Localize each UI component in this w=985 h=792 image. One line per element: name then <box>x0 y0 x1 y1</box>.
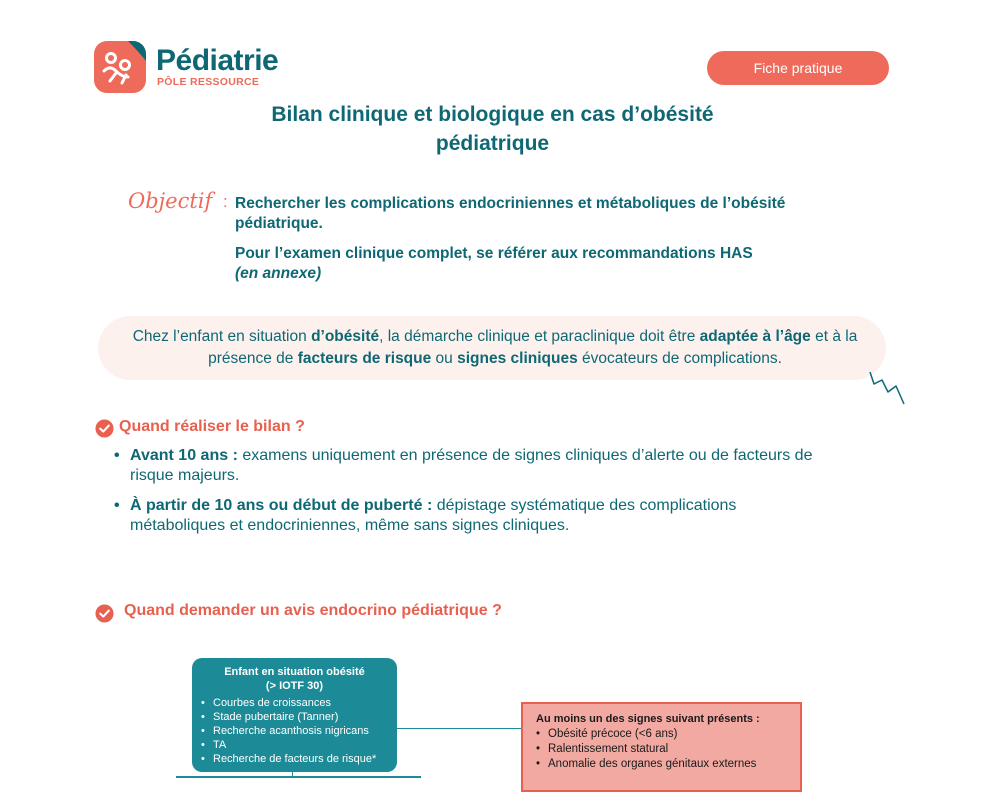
key-message-part: , la démarche clinique et paraclinique doit être <box>379 328 700 345</box>
list-item-text: examens uniquement en présence de signes cliniques d’alerte ou de facteurs de risque majeurs. <box>130 447 813 484</box>
flow-start-item: • Recherche acanthosis nigricans <box>201 724 397 738</box>
flow-alert-item: • Ralentissement statural <box>536 742 800 757</box>
page-title-line-2: pédiatrique <box>435 132 550 155</box>
page-title <box>200 100 785 158</box>
list-item-bold: Avant 10 ans : <box>130 447 238 464</box>
squiggle-decoration <box>866 368 908 408</box>
flow-start-title-line: Enfant en situation obésité <box>224 666 365 678</box>
flow-alert-item: • Obésité précoce (<6 ans) <box>536 727 800 742</box>
section-when-title: Quand réaliser le bilan ? <box>119 418 305 435</box>
list-item-text: dépistage systématique des complications métaboliques et endocriniennes, même sans signes cliniques. <box>130 497 737 534</box>
key-message-bold: facteurs de risque <box>297 350 432 367</box>
key-message-part: ou <box>431 350 458 367</box>
key-message-part: Chez l’enfant en situation <box>132 328 312 345</box>
section-when-list <box>112 446 832 546</box>
logo-title: Pédiatrie <box>156 44 279 77</box>
fiche-pratique-badge: Fiche pratique <box>707 51 889 85</box>
objective-label: Objectif <box>128 189 213 213</box>
flow-start-item: • Recherche de facteurs de risque* <box>201 752 397 766</box>
flow-alert-item: • Anomalie des organes génitaux externes <box>536 757 800 772</box>
objective-reference-note: (en annexe) <box>235 265 322 282</box>
flow-alert-title: Au moins un des signes suivant présents : <box>536 713 760 725</box>
section-endocrino-title: Quand demander un avis endocrino pédiatrique ? <box>124 602 502 619</box>
key-message-part: et à la présence de <box>208 328 858 367</box>
key-message-part: évocateurs de complications. <box>577 350 782 367</box>
flow-connector <box>397 728 521 729</box>
flow-start-box <box>192 658 397 772</box>
list-item <box>130 496 832 536</box>
logo-subtitle: PÔLE RESSOURCE <box>157 76 260 88</box>
key-message-bold: adaptée à l’âge <box>699 328 811 345</box>
check-circle-icon <box>95 419 114 438</box>
objective-text: Rechercher les complications endocriniennes et métaboliques de l’obésité pédiatrique. <box>235 195 786 232</box>
objective-colon: : <box>223 192 228 211</box>
page-title-line-1: Bilan clinique et biologique en cas d’obésité <box>271 103 714 126</box>
flow-start-title <box>192 658 397 693</box>
check-circle-icon <box>95 604 114 623</box>
flow-start-title-line: (> IOTF 30) <box>265 680 324 692</box>
key-message-text <box>110 326 880 370</box>
logo-icon <box>94 41 146 93</box>
flow-start-item: • Courbes de croissances <box>201 696 397 710</box>
flow-start-item: • Stade pubertaire (Tanner) <box>201 710 397 724</box>
key-message-bold: d’obésité <box>311 328 380 345</box>
objective-reference <box>235 244 875 284</box>
key-message-bold: signes cliniques <box>457 350 578 367</box>
flow-start-item: • TA <box>201 738 397 752</box>
flow-alert-box <box>521 702 802 792</box>
list-item-bold: À partir de 10 ans ou début de puberté : <box>130 497 433 514</box>
list-item <box>130 446 832 486</box>
objective-reference-text: Pour l’examen clinique complet, se référer aux recommandations HAS <box>235 245 753 262</box>
